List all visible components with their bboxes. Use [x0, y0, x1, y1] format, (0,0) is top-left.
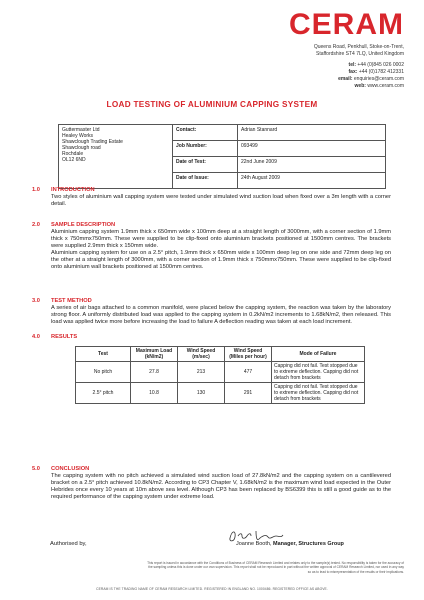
client-line: Rochdale — [62, 151, 84, 157]
authoriser-fullname: Joanne Booth, — [236, 541, 272, 547]
job-number-value: 093499 — [238, 141, 386, 157]
test-date-value: 22nd June 2009 — [238, 157, 386, 173]
section-body: Aluminium capping system 1.9mm thick x 650mm wide x 100mm deep at a straight length of 3000mm, with a corner section of 1.9mm thick x 750mmx750mm. These were supplied to be clip-fixed onto aluminium brackets positioned at 1500mm centres. The brackets were supplied 2.9mm thick x 150mm wide. Aluminium capping system for use on a 2.5° pitch, 1.9mm thick x 650mm wide x 100mm deep leg on one side and 72mm deep leg on the other at a straight length of 3000mm, with a corner section of 1.9mm thick x 750mmx750mm. These were supplied to be clip-fixed onto aluminium wall brackets positioned at 1500mm centres. — [51, 229, 391, 270]
authoriser-role: Manager, Structures Group — [273, 541, 344, 547]
speed-ms-cell: 130 — [178, 383, 225, 404]
load-cell: 10.8 — [131, 383, 178, 404]
section-heading: SAMPLE DESCRIPTION — [51, 222, 116, 228]
speed-ms-cell: 213 — [178, 362, 225, 383]
section-number: 4.0 — [32, 334, 40, 340]
table-row — [76, 362, 365, 383]
section-number: 1.0 — [32, 187, 40, 193]
tel-label: tel: — [348, 62, 357, 68]
email-label: email: — [338, 76, 353, 82]
issue-date-value: 24th August 2009 — [238, 173, 386, 189]
section-body: The capping system with no pitch achieved a simulated wind suction load of 27.8kN/m2 and the capping system on a cantilevered bracket on a 2.5° pitch achieved 10.8kN/m2. According to CP3 Chapter V, 1.68kN/m2 is the maximum wind load expected in the Outer Hebrides once every 10 years at 10m above sea level. Although CP3 has been replaced by BS6399 this is still a good guide as to the required performance of the capping system under extreme load. — [51, 473, 391, 500]
section-body: Two styles of aluminium wall capping system were tested under simulated wind suction load when fixed over a 3m length with a corner detail. — [51, 194, 391, 207]
email-value: enquiries@ceram.com — [353, 76, 404, 82]
section-heading: CONCLUSION — [51, 466, 90, 472]
section-number: 5.0 — [32, 466, 40, 472]
contact-value: Adrian Stannard — [238, 125, 386, 141]
col-wind-ms: Wind Speed (m/sec) — [178, 347, 225, 362]
failure-cell: Capping did not fail. Test stopped due to extreme deflection. Capping did not detach from brackets — [272, 383, 365, 404]
load-cell: 27.8 — [131, 362, 178, 383]
legal-footnote: This report is issued in accordance with the Conditions of Business of CERAM Research Limited and relates only to the sample(s) tested. No responsibility is taken for the accuracy of the sampling unless this is done under our own supervision. This report shall not be reproduced in part without the written approval of CERAM Research Limited, nor used in any way so as to lead to misrepresentation of the results or their implications. — [147, 561, 404, 574]
col-failure-mode: Mode of Failure — [272, 347, 365, 362]
document-title: LOAD TESTING OF ALUMINIUM CAPPING SYSTEM — [106, 100, 318, 109]
section-number: 2.0 — [32, 222, 40, 228]
address-line-1: Queens Road, Penkhull, Stoke-on-Trent, — [313, 44, 404, 50]
web-label: web: — [354, 83, 366, 89]
table-row — [76, 383, 365, 404]
fax-label: fax: — [348, 69, 358, 75]
client-line: Guttermaster Ltd — [62, 127, 100, 133]
results-table — [75, 346, 365, 404]
section-body: A series of air bags attached to a common manifold, were placed below the capping system, the reaction was taken by the laboratory strong floor. A uniformly distributed load was applied to the capping system in 0.2kN/m2 increments to 1.68kN/m2, then released. This load was applied twice more before increasing the load to failure A deflection reading was taken at each load increment. — [51, 305, 391, 325]
speed-mph-cell: 477 — [225, 362, 272, 383]
company-contacts — [204, 62, 404, 90]
client-address — [59, 125, 173, 189]
tel-value: +44 (0)845 026 0002 — [357, 62, 404, 68]
section-heading: TEST METHOD — [51, 298, 92, 304]
authorised-by-label: Authorised by, — [50, 541, 87, 547]
address-line-2: Staffordshire ST4 7LQ, United Kingdom — [315, 51, 404, 57]
company-address — [204, 44, 404, 58]
failure-cell: Capping did not fail. Test stopped due to extreme deflection. Capping did not detach from brackets — [272, 362, 365, 383]
client-line: Shawclough Trading Estate — [62, 139, 123, 145]
client-line: OL12 6ND — [62, 157, 86, 163]
section-heading: INTRODUCTION — [51, 187, 95, 193]
results-header-row — [76, 347, 365, 362]
contact-label: Contact: — [173, 125, 238, 141]
col-wind-mph: Wind Speed (Miles per hour) — [225, 347, 272, 362]
ceram-logo: CERAM — [289, 8, 404, 41]
authoriser-name — [236, 541, 344, 547]
col-test: Test — [76, 347, 131, 362]
test-cell: 2.5° pitch — [76, 383, 131, 404]
test-cell: No pitch — [76, 362, 131, 383]
col-max-load: Maximum Load (kN/m2) — [131, 347, 178, 362]
fax-value: +44 (0)1782 412331 — [358, 69, 404, 75]
issue-date-label: Date of Issue: — [173, 173, 238, 189]
page-footer: CERAM IS THE TRADING NAME OF CERAM RESEARCH LIMITED. REGISTERED IN ENGLAND NO. 1000486. REGISTERED OFFICE AS ABOVE. — [96, 587, 328, 591]
section-heading: RESULTS — [51, 334, 78, 340]
job-number-label: Job Number: — [173, 141, 238, 157]
job-info-table — [58, 124, 386, 189]
client-line: Healey Works — [62, 133, 94, 139]
test-date-label: Date of Test: — [173, 157, 238, 173]
client-line: Shawclough road — [62, 145, 101, 151]
speed-mph-cell: 291 — [225, 383, 272, 404]
section-number: 3.0 — [32, 298, 40, 304]
web-value: www.ceram.com — [367, 83, 404, 89]
